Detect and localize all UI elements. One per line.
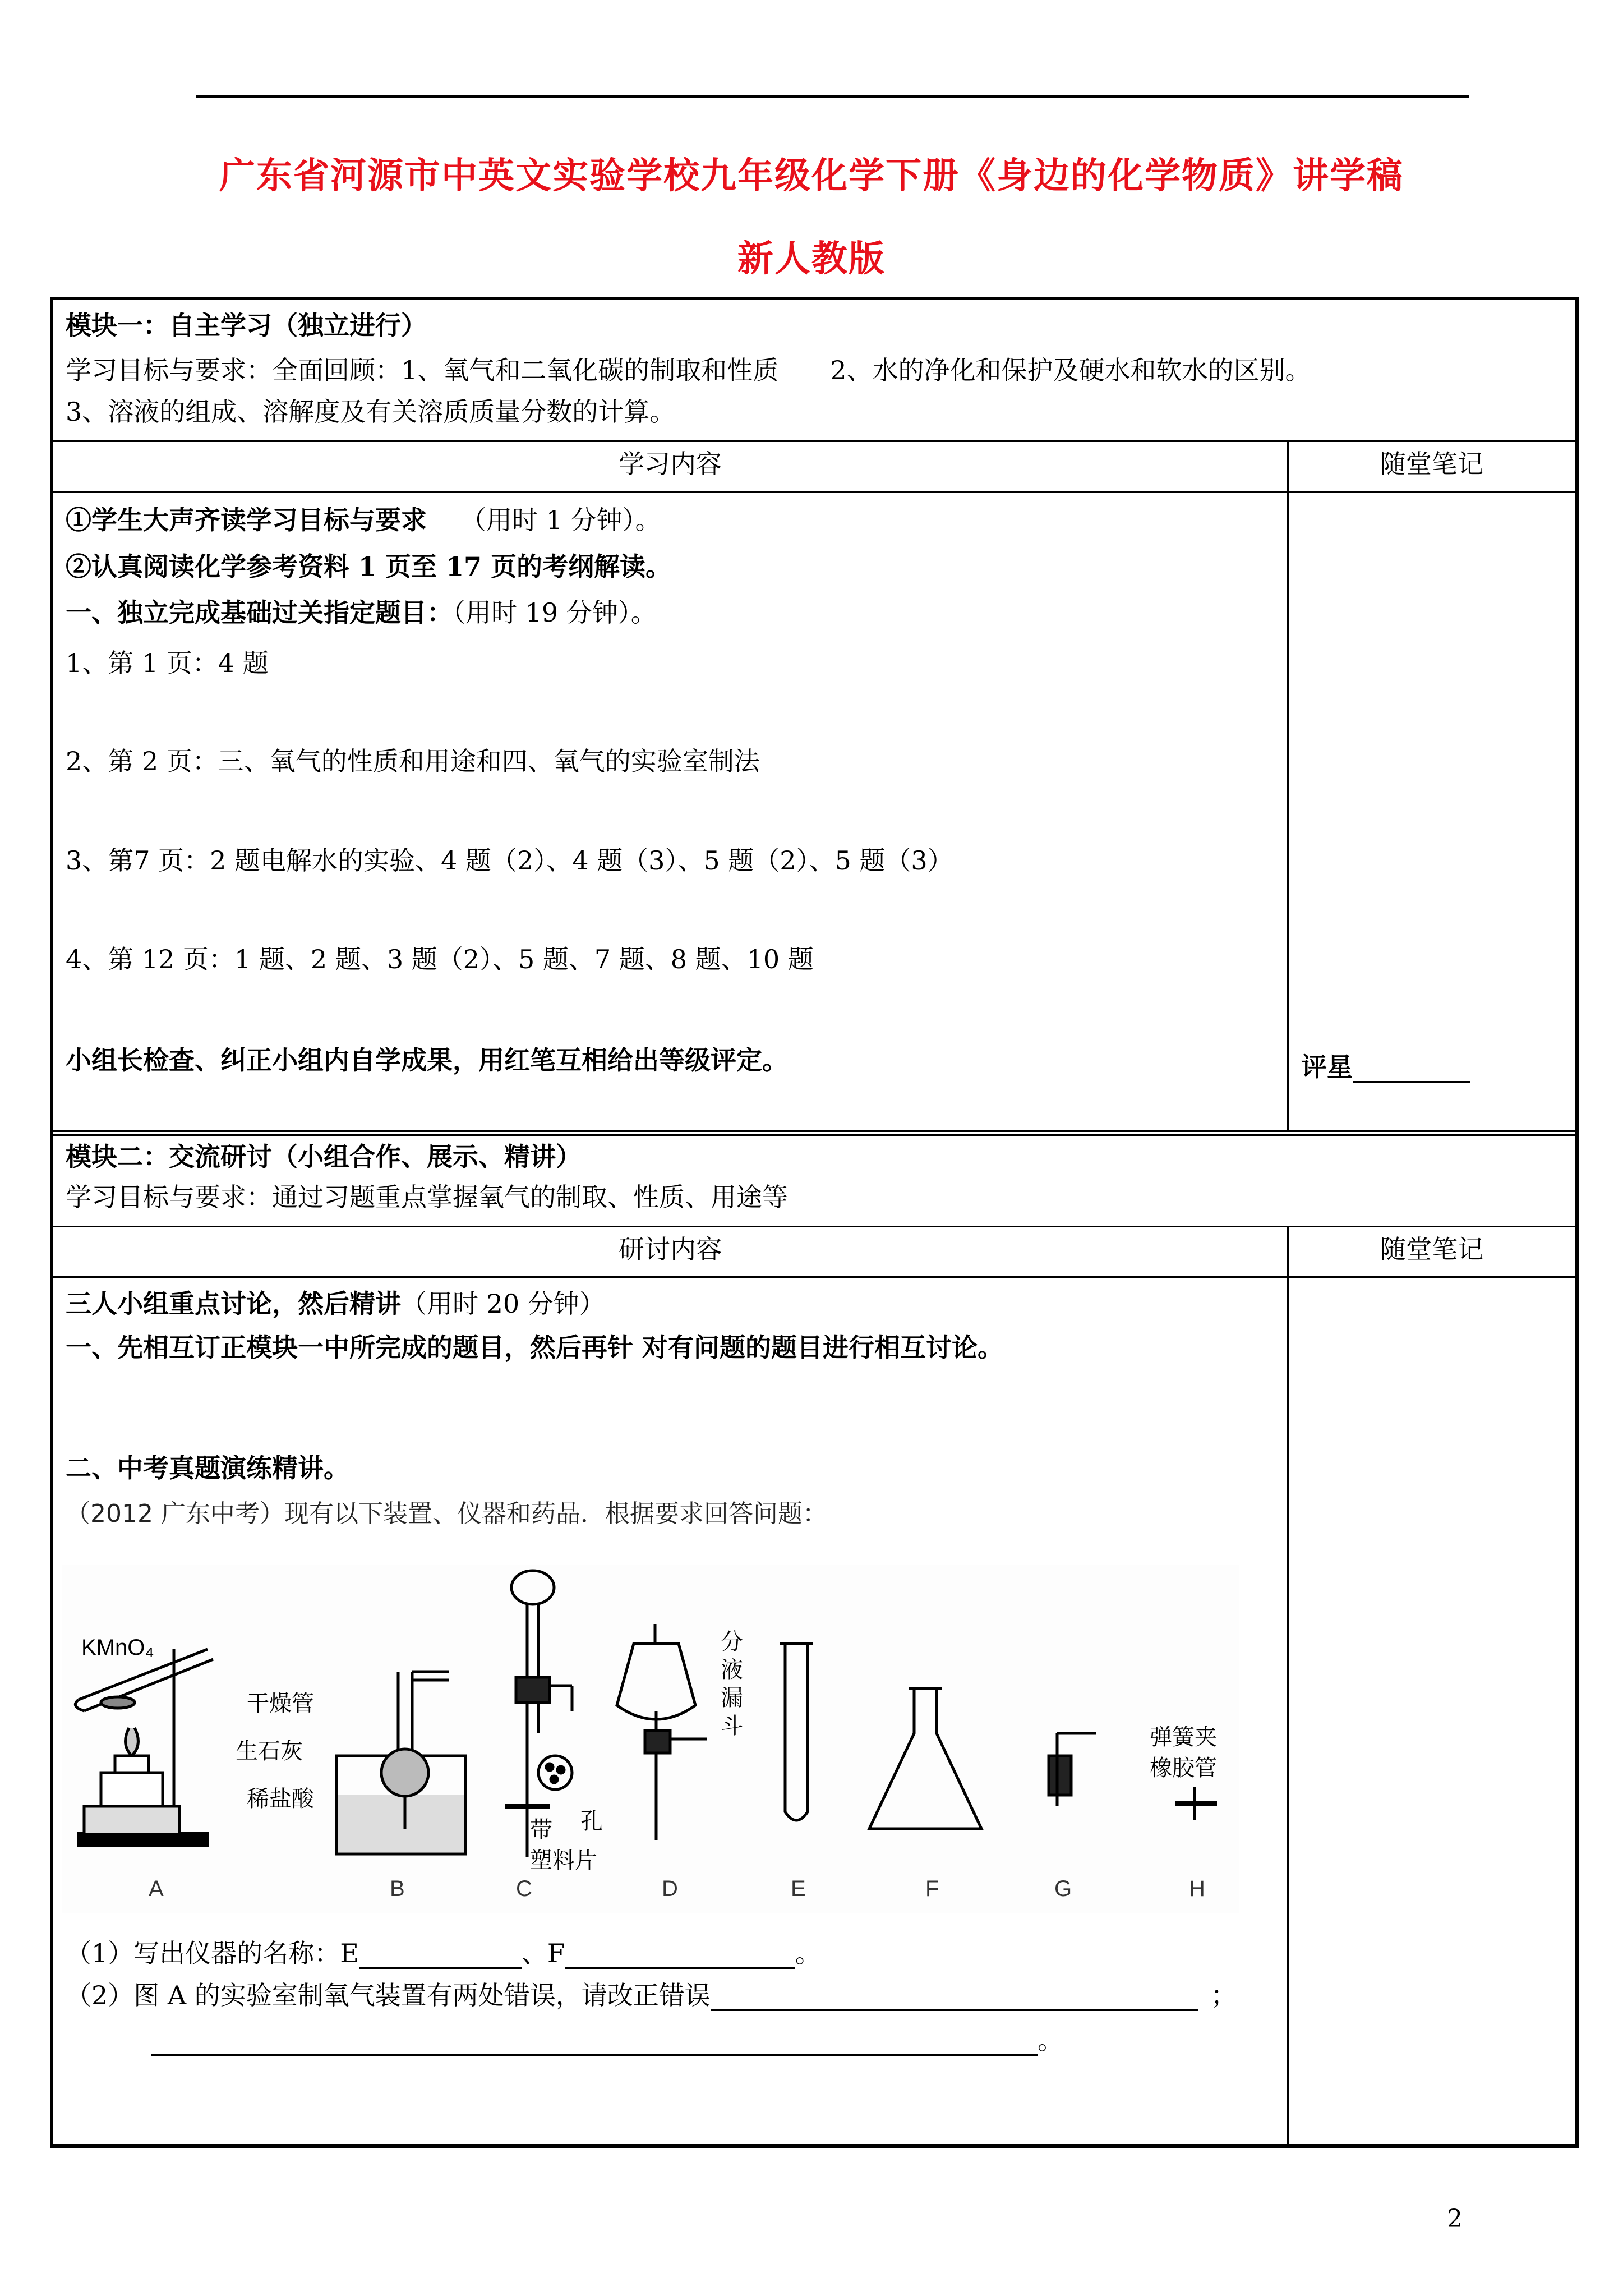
row-divider <box>53 1226 1575 1227</box>
module1-heading: 模块一：自主学习（独立进行） <box>66 310 427 341</box>
row-divider <box>53 1130 1575 1132</box>
assignment-2: 2、第 2 页：三、氧气的性质和用途和四、氧气的实验室制法 <box>66 746 760 776</box>
group-check-note: 小组长检查、纠正小组内自学成果，用红笔互相给出等级评定。 <box>66 1045 788 1075</box>
rating-blank[interactable] <box>1353 1056 1470 1083</box>
letter-g: G <box>1054 1876 1072 1901</box>
row-divider <box>53 1134 1575 1136</box>
label-hole-1: 带 <box>530 1818 552 1842</box>
module2-goals: 学习目标与要求：通过习题重点掌握氧气的制取、性质、用途等 <box>66 1182 788 1212</box>
label-funnel-1: 分 <box>721 1630 743 1654</box>
label-clip: 弹簧夹 <box>1150 1725 1217 1750</box>
row-divider <box>53 1276 1575 1278</box>
label-rubber-tube: 橡胶管 <box>1150 1756 1217 1780</box>
letter-d: D <box>662 1876 678 1901</box>
assignment-4: 4、第 12 页：1 题、2 题、3 题（2）、5 题、7 题、8 题、10 题 <box>66 944 814 974</box>
letter-a: A <box>149 1876 164 1901</box>
label-acid: 稀盐酸 <box>247 1787 314 1811</box>
column-header-notes-2: 随堂笔记 <box>1380 1234 1483 1264</box>
column-divider <box>1287 440 1289 1130</box>
question-2-cont: 。 <box>151 2025 1063 2056</box>
column-divider <box>1287 1226 1289 2146</box>
row-divider <box>53 491 1575 493</box>
row-divider <box>53 440 1575 442</box>
discussion-instruction: 三人小组重点讨论，然后精讲（用时 20 分钟） <box>66 1289 605 1319</box>
label-kmno4: KMnO₄ <box>81 1635 154 1660</box>
apparatus-figure <box>62 1565 1239 1913</box>
letter-f: F <box>925 1876 939 1901</box>
page-number: 2 <box>1447 2205 1463 2233</box>
module1-goals-cont: 3、溶液的组成、溶解度及有关溶质质量分数的计算。 <box>66 397 676 427</box>
answer-blank-f[interactable] <box>565 1943 795 1969</box>
document-title: 广东省河源市中英文实验学校九年级化学下册《身边的化学物质》讲学稿 <box>219 155 1404 197</box>
module2-heading: 模块二：交流研讨（小组合作、展示、精讲） <box>66 1142 582 1172</box>
assignment-1: 1、第 1 页：4 题 <box>66 648 269 678</box>
exam-question-intro: （2012 广东中考）现有以下装置、仪器和药品．根据要求回答问题： <box>66 1499 827 1528</box>
module1-goals: 学习目标与要求：全面回顾：1、氧气和二氧化碳的制取和性质 2、水的净化和保护及硬水和软水的区别。 <box>66 355 1311 385</box>
label-plastic: 塑料片 <box>530 1848 597 1873</box>
answer-blank-e[interactable] <box>359 1943 522 1969</box>
question-2: （2）图 A 的实验室制氧气装置有两处错误，请改正错误 ； <box>66 1980 1237 2010</box>
column-header-notes: 随堂笔记 <box>1380 449 1483 479</box>
letter-h: H <box>1189 1876 1205 1901</box>
discussion-part1: 一、先相互订正模块一中所完成的题目，然后再针 对有问题的题目进行相互讨论。 <box>66 1332 1004 1363</box>
letter-e: E <box>791 1876 806 1901</box>
label-lime: 生石灰 <box>236 1739 303 1764</box>
label-funnel-3: 漏 <box>721 1686 743 1710</box>
task-independent: 一、独立完成基础过关指定题目：（用时 19 分钟）。 <box>66 597 657 628</box>
column-header-content: 学习内容 <box>619 449 722 479</box>
label-dry-tube: 干燥管 <box>247 1691 314 1716</box>
letter-c: C <box>516 1876 532 1901</box>
task-read-reference: ②认真阅读化学参考资料 1 页至 17 页的考纲解读。 <box>66 551 672 582</box>
label-funnel-2: 液 <box>721 1658 743 1682</box>
document-subtitle: 新人教版 <box>737 238 886 280</box>
column-header-discussion: 研讨内容 <box>619 1234 722 1264</box>
question-1: （1）写出仪器的名称：E 、F 。 <box>66 1938 821 1968</box>
task-read-goals: ①学生大声齐读学习目标与要求 （用时 1 分钟）。 <box>66 505 661 535</box>
rating-field: 评星 <box>1301 1052 1470 1083</box>
header-rule <box>196 95 1469 98</box>
label-hole-2: 孔 <box>580 1809 603 1834</box>
answer-blank-error2[interactable] <box>151 2030 1038 2056</box>
letter-b: B <box>390 1876 405 1901</box>
discussion-part2: 二、中考真题演练精讲。 <box>66 1453 349 1483</box>
assignment-3: 3、第7 页：2 题电解水的实验、4 题（2）、4 题（3）、5 题（2）、5 题（3） <box>66 845 953 876</box>
label-funnel-4: 斗 <box>721 1714 743 1738</box>
answer-blank-error1[interactable] <box>711 1985 1198 2011</box>
